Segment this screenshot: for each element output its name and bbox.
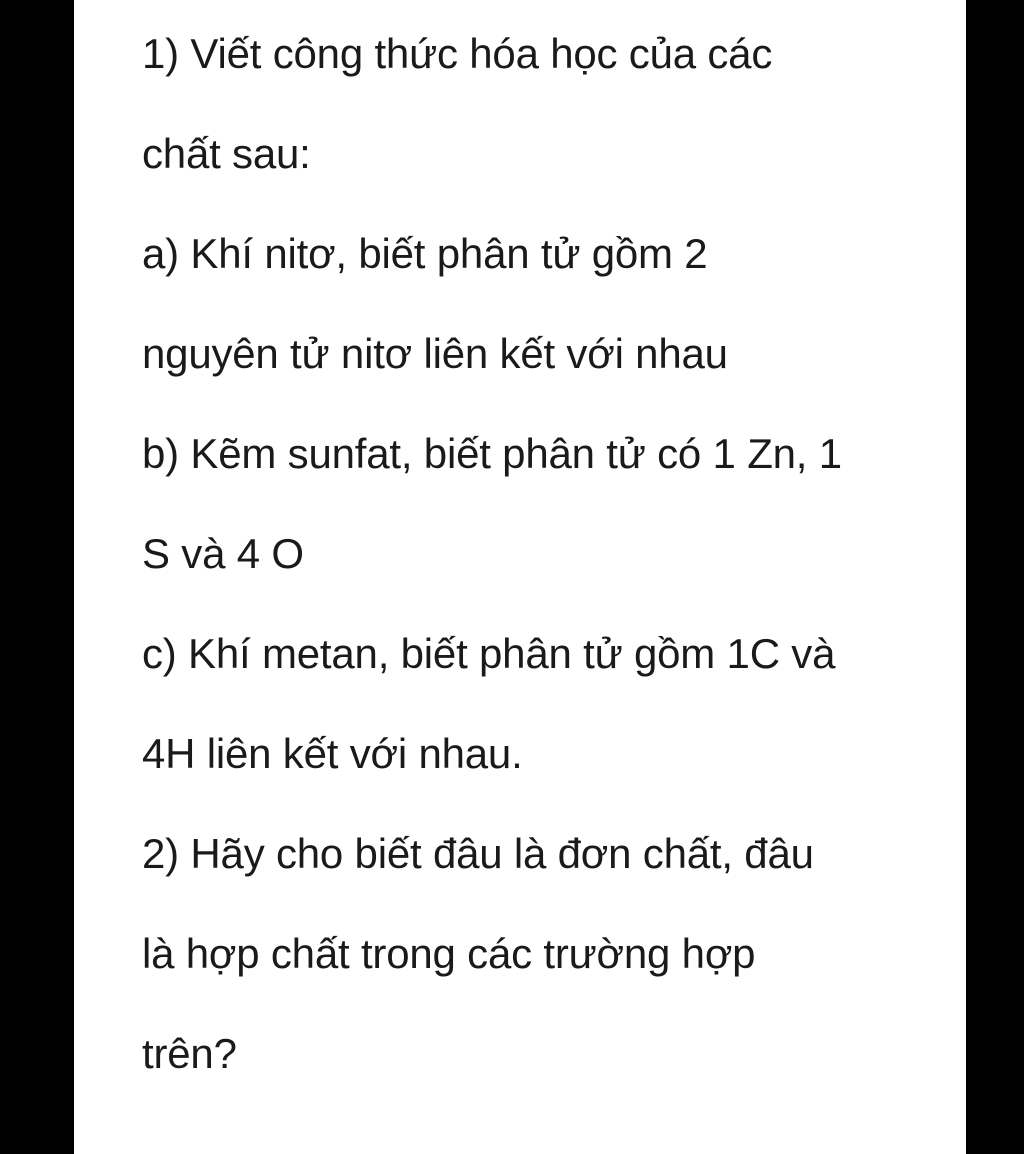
question-2-line-1: 2) Hãy cho biết đâu là đơn chất, đâu bbox=[142, 830, 814, 877]
item-a-line-1: a) Khí nitơ, biết phân tử gồm 2 bbox=[142, 230, 708, 277]
question-1-line-2: chất sau: bbox=[142, 130, 311, 177]
item-b-line-2: S và 4 O bbox=[142, 530, 304, 577]
item-c-line-2: 4H liên kết với nhau. bbox=[142, 730, 523, 777]
item-b-line-1: b) Kẽm sunfat, biết phân tử có 1 Zn, 1 bbox=[142, 430, 842, 477]
question-1-line-1: 1) Viết công thức hóa học của các bbox=[142, 30, 773, 77]
item-a-line-2: nguyên tử nitơ liên kết với nhau bbox=[142, 330, 728, 377]
item-c-line-1: c) Khí metan, biết phân tử gồm 1C và bbox=[142, 630, 836, 677]
question-2-line-2: là hợp chất trong các trường hợp bbox=[142, 930, 756, 977]
question-2-line-3: trên? bbox=[142, 1030, 237, 1077]
document-page bbox=[74, 0, 966, 1154]
